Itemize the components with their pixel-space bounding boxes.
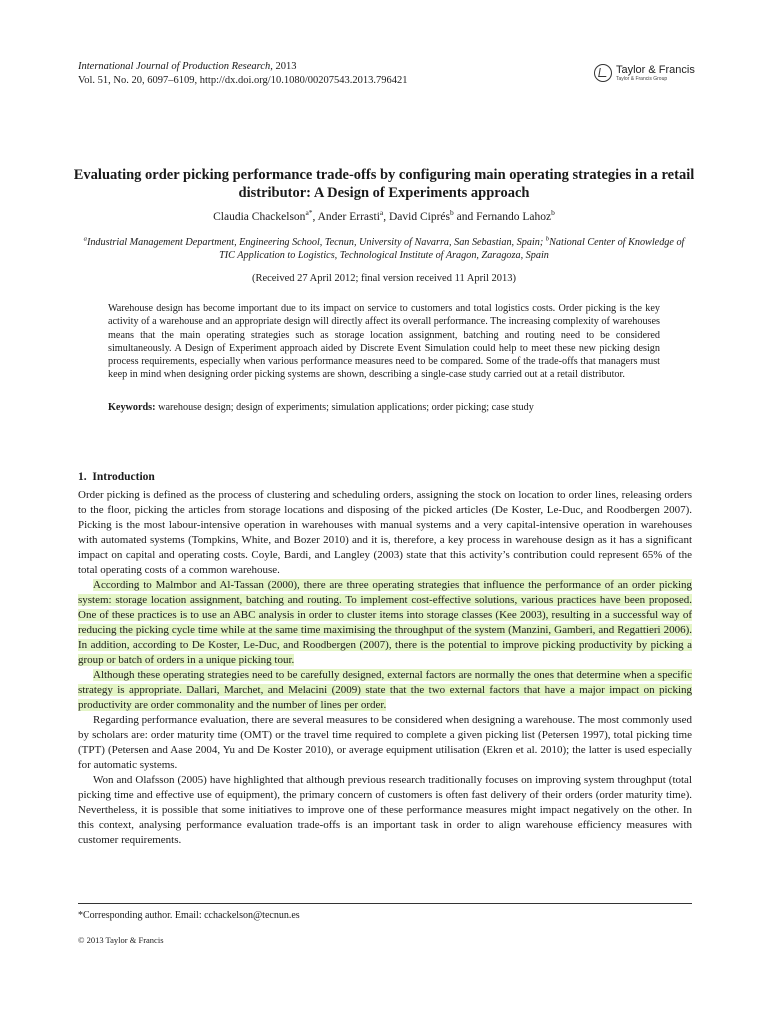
keywords-text: warehouse design; design of experiments; simulation applications; order picking; case study: [158, 402, 534, 413]
journal-year: , 2013: [270, 61, 297, 72]
paragraph: Order picking is defined as the process of clustering and scheduling orders, assigning the stock on location to order lines, releasing orders to the floor, picking the articles from storage locations and disposing of the picked articles (De Koster, Le-Duc, and Roodbergen 2007). Picking is the most labour-intensive operation in warehouses with manual systems and a very capital-intensive operation in warehouses with automated systems (Tompkins, White, and Bozer 2010) and it is, therefore, a key process in warehouse design as it has a significant impact on capital and operating costs. Coyle, Bardi, and Langley (2003) state that this activity’s contribution could represent 65% of the total operating costs of a common warehouse.: [78, 489, 692, 576]
body-text: [78, 488, 692, 848]
affiliation-marker-a: a: [83, 235, 87, 243]
publisher-name: Taylor & Francis: [616, 64, 695, 76]
highlighted-text[interactable]: Although these operating strategies need to be carefully designed, external factors are normally the ones that determine when a specific strategy is appropriate. Dallari, Marchet, and Melacini (2009) state that the two external factors that have a major impact on picking productivity are order commonality and the number of lines per order.: [78, 669, 692, 711]
highlighted-text[interactable]: According to Malmbor and Al-Tassan (2000), there are three operating strategies that influence the performance of an order picking system: storage location assignment, batching and routing. To implement cost-effective solutions, various practices have been proposed. One of these practices is to use an ABC analysis in order to cluster items into storage classes (Kee 2003), resulting in a successful way of reducing the picking cycle time while at the same time maximising the throughput of the system (Manzini, Gamberi, and Regattieri 2006). In addition, according to De Koster, Le-Duc, and Roodbergen (2007), there is the potential to improve picking productivity by picking a group or batch of orders in a unique picking tour.: [78, 579, 692, 666]
author-affiliation-marker: b: [551, 208, 555, 218]
paper-title: Evaluating order picking performance trade-offs by configuring main operating strategies in a retail distributor: A Design of Experiments approach: [73, 167, 695, 201]
journal-name: International Journal of Production Research: [78, 61, 271, 72]
section-number: 1.: [78, 471, 87, 483]
section-title: Introduction: [92, 471, 155, 483]
author-name: Claudia Chackelson: [213, 211, 306, 223]
received-dates: (Received 27 April 2012; final version received 11 April 2013): [251, 273, 517, 284]
section-heading: [78, 470, 155, 484]
publisher-group: Taylor & Francis Group: [616, 76, 668, 82]
author-name: David Ciprés: [388, 211, 450, 223]
paragraph: Regarding performance evaluation, there are several measures to be considered when designing a warehouse. The most commonly used by scholars are: order maturity time (OMT) or the travel time required to complete a given picking list (Petersen 1997), total picking time (TPT) (Petersen and Aase 2004, Yu and De Koster 2010), or average equipment utilisation (Ekren et al. 2010); the latter is used especially for automatic systems.: [78, 714, 692, 771]
keywords: [108, 401, 660, 414]
affiliation-b: National Center of Knowledge of TIC Application to Logistics, Technological Institute of Aragon, Zaragoza, Spain: [219, 237, 685, 261]
affiliation-a: Industrial Management Department, Engineering School, Tecnun, University of Navarra, San Sebastian, Spain;: [86, 237, 546, 248]
author-list: Claudia Chackelson$^{a*}$, Ander Errasti$^a$, David Ciprés$^b$ and Fernando Lahoz$^b$: [213, 208, 555, 223]
keywords-label: Keywords:: [108, 402, 156, 413]
publisher-logo: [594, 64, 695, 82]
author-name: Fernando Lahoz: [476, 211, 552, 223]
author-affiliation-marker: b: [450, 208, 454, 218]
affiliations: [78, 236, 690, 262]
journal-header: [78, 60, 408, 88]
journal-citation-line: [78, 60, 408, 74]
author-name: Ander Errasti: [317, 211, 380, 223]
taylor-francis-logo-icon: [594, 64, 612, 82]
copyright-notice: © 2013 Taylor & Francis: [78, 935, 164, 945]
paragraph-highlighted: [78, 668, 692, 713]
author-affiliation-marker: a*: [305, 208, 313, 218]
footnote-divider: [78, 903, 692, 904]
corresponding-author-footnote: *Corresponding author. Email: cchackelson@tecnun.es: [78, 910, 300, 921]
journal-volume-doi[interactable]: Vol. 51, No. 20, 6097–6109, http://dx.doi.org/10.1080/00207543.2013.796421: [78, 75, 408, 86]
affiliation-marker-b: b: [545, 235, 550, 243]
paragraph-highlighted: [78, 578, 692, 668]
author-affiliation-marker: a: [379, 208, 384, 218]
paragraph: Won and Olafsson (2005) have highlighted that although previous research traditionally focuses on improving system throughput (total picking time and effective use of equipment), the primary concern of customers is often fast delivery of their orders (order maturity time). Nevertheless, it is possible that some initiatives to improve one of these performance measures might impact negatively on the other. In this context, analysing performance evaluation trade-offs is an important task in order to align warehouse efficiency measures with customer requirements.: [78, 774, 692, 846]
abstract: Warehouse design has become important due to its impact on service to customers and total logistics costs. Order picking is the key activity of a warehouse and an appropriate design will directly affect its overall performance. The increasing complexity of warehouses means that the main operating strategies such as storage location assignment, batching and routing need to be considered simultaneously. A Design of Experiment approach aided by Discrete Event Simulation could help to meet these new picking design process requirements, especially when various performance measures need to be compared. Some of the trade-offs that managers must keep in mind when designing order picking systems are shown, describing a single-case study carried out at a retail distributor.: [108, 303, 660, 381]
